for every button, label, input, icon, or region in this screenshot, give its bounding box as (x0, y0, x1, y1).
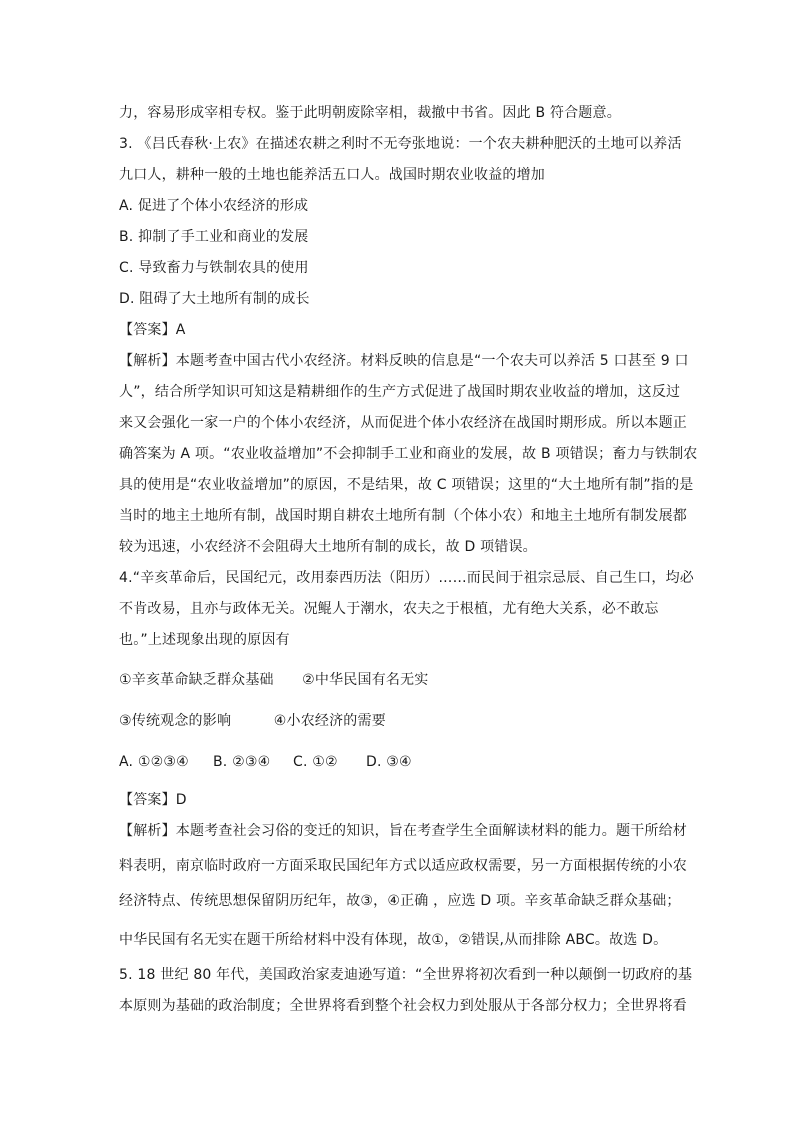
option-d: D. 阻碍了大土地所有制的成长 (119, 291, 310, 307)
statement-line: ①辛亥革命缺乏群众基础 ②中华民国有名无实 (119, 672, 429, 688)
text-line: 力，容易形成宰相专权。鉴于此明朝废除宰相，裁撤中书省。因此 B 符合题意。 (119, 105, 621, 121)
text-line: 本原则为基础的政治制度；全世界将看到整个社会权力到处服从于各部分权力；全世界将看 (119, 998, 687, 1014)
option-a: A. ①②③④ (119, 754, 189, 770)
text-line: 料表明，南京临时政府一方面采取民国纪年方式以适应政权需要，另一方面根据传统的小农 (119, 858, 687, 874)
text-line: 确答案为 A 项。“农业收益增加”不会抑制手工业和商业的发展，故 B 项错误；畜力与铁制农 (119, 446, 698, 462)
option-b: B. 抑制了手工业和商业的发展 (119, 229, 309, 245)
text-line: 当时的地主土地所有制，战国时期自耕农土地所有制（个体小农）和地主土地所有制发展都 (119, 508, 687, 524)
text-line: 九口人，耕种一般的土地也能养活五口人。战国时期农业收益的增加 (119, 167, 545, 183)
option-c: C. 导致畜力与铁制农具的使用 (119, 260, 309, 276)
text-line: 也。”上述现象出现的原因有 (119, 632, 290, 648)
text-line: 经济特点、传统思想保留阴历纪年，故③，④正确 ，应选 D 项。辛亥革命缺乏群众基础； (119, 893, 681, 909)
answer-label: 【答案】D (119, 792, 187, 808)
question-4-stem: 4.“辛亥革命后，民国纪元，改用泰西历法（阳历）……而民间于祖宗忌辰、自己生口，均必 (119, 570, 695, 586)
text-line: 具的使用是“农业收益增加”的原因，不是结果，故 C 项错误；这里的“大土地所有制”指的是 (119, 477, 694, 493)
statement-line: ③传统观念的影响 ④小农经济的需要 (119, 713, 386, 729)
question-3-stem: 3. 《吕氏春秋·上农》在描述农耕之利时不无夸张地说：一个农夫耕种肥沃的土地可以养活 (119, 136, 682, 152)
text-line: 来又会强化一家一户的个体小农经济，从而促进个体小农经济在战国时期形成。所以本题正 (119, 415, 687, 431)
option-a: A. 促进了个体小农经济的形成 (119, 198, 309, 214)
option-d: D. ③④ (366, 754, 412, 770)
question-5-stem: 5. 18 世纪 80 年代，美国政治家麦迪逊写道：“全世界将初次看到一种以颠倒一切政府的基 (119, 967, 693, 983)
text-line: 人”，结合所学知识可知这是精耕细作的生产方式促进了战国时期农业收益的增加，这反过 (119, 384, 681, 400)
option-b: B. ②③④ (213, 754, 271, 770)
option-c: C. ①② (293, 754, 338, 770)
text-line: 中华民国有名无实在题干所给材料中没有体现，故①，②错误,从而排除 ABC。故选 D。 (119, 932, 668, 948)
analysis-text: 【解析】本题考查中国古代小农经济。材料反映的信息是“一个农夫可以养活 5 口甚至 9 口 (119, 353, 689, 369)
question-4-options (119, 752, 412, 772)
analysis-text: 【解析】本题考查社会习俗的变迁的知识，旨在考查学生全面解读材料的能力。题干所给材 (119, 823, 687, 839)
text-line: 不肯改易，且亦与政体无关。况鲲人于潮水，农夫之于根植，尤有绝大关系，必不敢忘 (119, 601, 659, 617)
text-line: 较为迅速，小农经济不会阻碍大土地所有制的成长，故 D 项错误。 (119, 539, 537, 555)
answer-label: 【答案】A (119, 322, 186, 338)
